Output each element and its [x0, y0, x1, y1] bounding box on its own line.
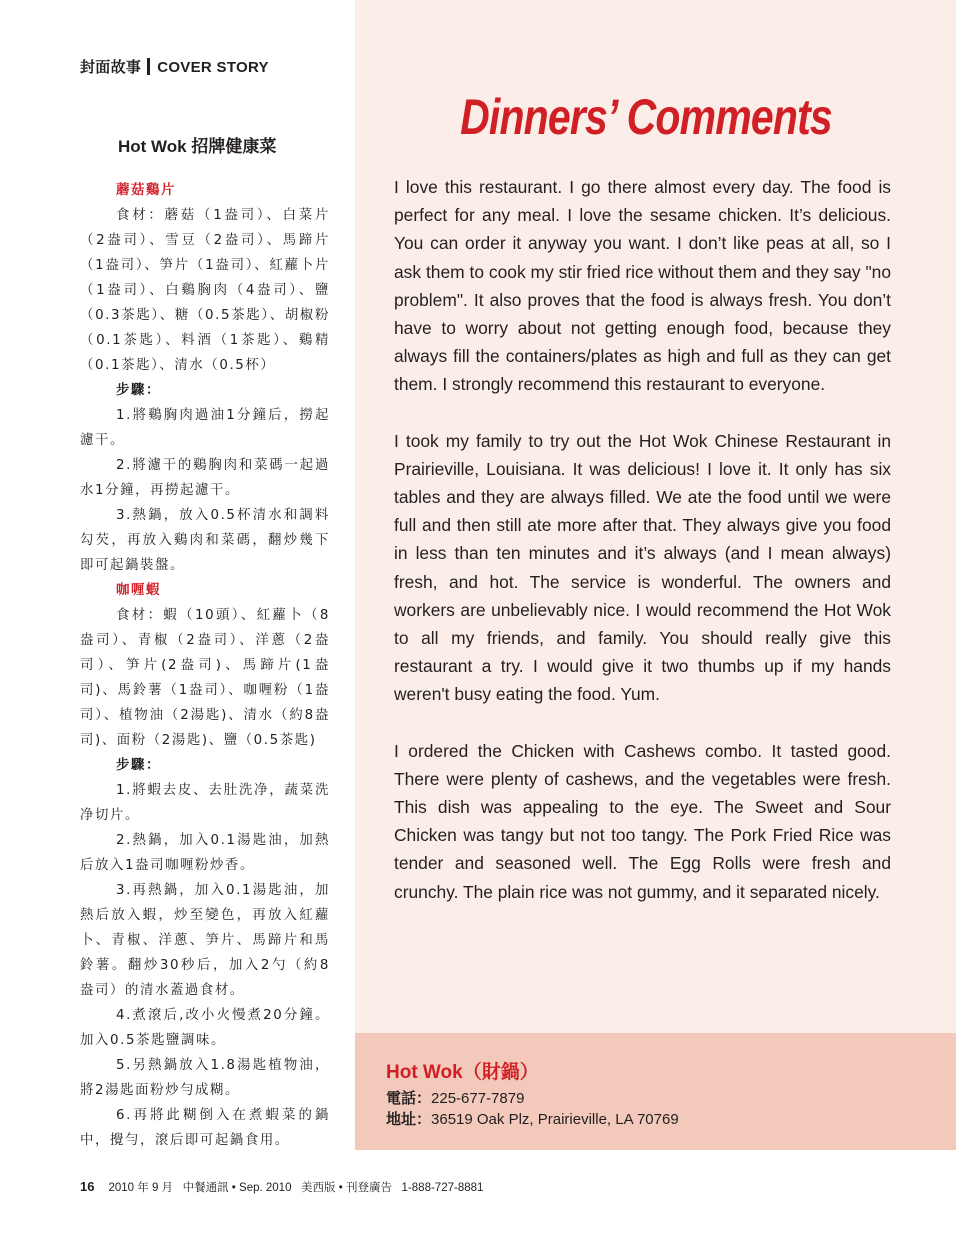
recipe-step: 2.將濾干的鷄胸肉和菜碼一起過水1分鐘，再撈起濾干。	[80, 458, 330, 498]
comment-paragraph: I took my family to try out the Hot Wok Chinese Restaurant in Prairieville, Louisiana. It was delicious! I love it. It only has six tables and they are always filled. We ate the food until we were full and then still ate more after that. They always give you food in less than ten minutes and it’s always (and I mean always) fresh, and hot. The service is wonderful. The owners and workers are unbelievably nice. I would recommend the Hot Wok to all my friends, and family. You should really give this restaurant a try. I would give it two thumbs up if my hands weren't busy eating the food. Yum.	[394, 430, 891, 705]
section-divider	[147, 58, 150, 75]
phone-line	[386, 1087, 524, 1108]
section-header-cn: 封面故事	[80, 59, 142, 76]
phone-number: 225-677-7879	[431, 1090, 525, 1107]
comment-paragraph: I love this restaurant. I go there almost every day. The food is perfect for any meal. I love the sesame chicken. It’s delicious. You can order it anyway you want. I don’t like peas at all, so I ask them to cook my stir fried rice without them and they say "no problem". It also proves that the food is always fresh. You don’t have to worry about not getting enough food, because they always fill the containers/plates as high and full as they can get them. I strongly recommend this restaurant to everyone.	[394, 177, 891, 395]
comments-title: Dinners’ Comments	[460, 89, 832, 145]
recipe-step: 3.熱鍋，放入0.5杯清水和調料勾芡，再放入鷄肉和菜碼，翻炒幾下即可起鍋裝盤。	[80, 508, 330, 573]
recipe-step: 3.再熱鍋，加入0.1湯匙油，加熱后放入蝦，炒至變色，再放入紅蘿卜、青椒、洋蔥、笋片、馬蹄片和馬鈴薯。翻炒30秒后，加入2勺（約8盎司）的清水蓋過食材。	[80, 883, 330, 998]
address-label: 地址：	[386, 1111, 432, 1128]
dish-title: 蘑菇鷄片	[116, 182, 176, 198]
recipe-step: 1.將蝦去皮、去肚洗净，蔬菜洗净切片。	[80, 783, 330, 823]
recipe-step: 2.熱鍋，加入0.1湯匙油，加熱后放入1盎司咖喱粉炒香。	[80, 833, 330, 873]
steps-title: 步驟：	[116, 383, 161, 398]
dish-ingredients: 食材：蘑菇（1盎司）、白菜片（2盎司）、雪豆（2盎司）、馬蹄片（1盎司）、笋片（1盎司）、紅蘿卜片（1盎司）、白鷄胸肉（4盎司）、鹽（0.3茶匙）、糖（0.5茶匙）、胡椒粉（0.1茶匙）、料酒（1茶匙）、鷄精（0.1茶匙）、清水（0.5杯）	[80, 208, 330, 373]
address-text: 36519 Oak Plz, Prairieville, LA 70769	[431, 1111, 679, 1128]
footer-text: 2010 年 9 月 中餐通訊 • Sep. 2010 美西版 • 刊登廣告 1-888-727-8881	[108, 1182, 484, 1194]
restaurant-info-box	[355, 1033, 956, 1150]
recipe-step: 6.再將此糊倒入在煮蝦菜的鍋中，攪勻，滾后即可起鍋食用。	[80, 1108, 330, 1148]
steps-title: 步驟：	[116, 758, 161, 773]
recipe-step: 4.煮滾后,改小火慢煮20分鐘。加入0.5茶匙鹽調味。	[80, 1008, 330, 1048]
dish-title: 咖喱蝦	[116, 582, 161, 598]
phone-label: 電話：	[386, 1090, 432, 1107]
comments-body	[394, 173, 891, 934]
address-line	[386, 1108, 679, 1129]
comment-paragraph: I ordered the Chicken with Cashews combo. It tasted good. There were plenty of cashews, and the vegetables were fresh. This dish was appealing to the eye. The Sweet and Sour Chicken was tangy but not too tangy. The Pork Fried Rice was tender and seasoned well. The Egg Rolls were fresh and crunchy. The plain rice was not gummy, and it separated nicely.	[394, 740, 891, 902]
page-footer	[80, 1179, 483, 1195]
recipe-heading: Hot Wok 招牌健康菜	[118, 137, 277, 156]
recipe-step: 1.將鷄胸肉過油1分鐘后，撈起濾干。	[80, 408, 330, 448]
dish-ingredients: 食材：蝦（10頭）、紅蘿卜（8盎司）、青椒（2盎司）、洋蔥（2盎司）、笋片(2盎司)、馬蹄片(1盎司)、馬鈴薯（1盎司）、咖喱粉（1盎司）、植物油（2湯匙)、清水（約8盎司)、面粉（2湯匙)、鹽（0.5茶匙)	[80, 608, 330, 748]
recipe-column	[80, 178, 330, 1153]
recipe-step: 5.另熱鍋放入1.8湯匙植物油，將2湯匙面粉炒勻成糊。	[80, 1058, 330, 1098]
restaurant-name: Hot Wok（財鍋）	[386, 1062, 539, 1083]
page-number: 16	[80, 1179, 95, 1194]
section-header	[80, 56, 269, 77]
section-header-en: COVER STORY	[157, 59, 269, 76]
